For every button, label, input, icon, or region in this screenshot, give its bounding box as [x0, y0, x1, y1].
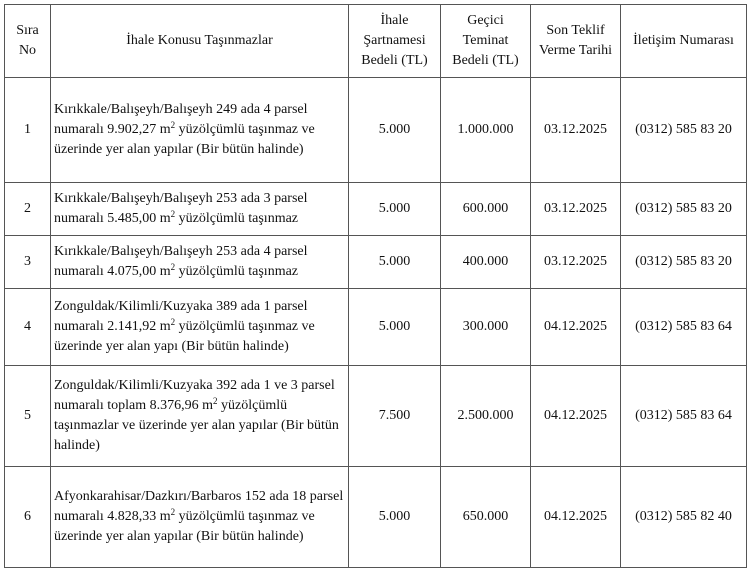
cell-deadline: 03.12.2025 [531, 78, 621, 183]
cell-deadline: 04.12.2025 [531, 289, 621, 366]
cell-subject: Kırıkkale/Balışeyh/Balışeyh 253 ada 4 parsel numaralı 4.075,00 $m^2$ yüzölçümlü taşınmaz [51, 236, 349, 289]
superscript: 2 [170, 507, 176, 517]
cell-deadline: 03.12.2025 [531, 183, 621, 236]
header-row [5, 5, 747, 78]
cell-no: 1 [5, 78, 51, 183]
superscript: 2 [170, 209, 176, 219]
cell-no: 4 [5, 289, 51, 366]
superscript: 2 [213, 396, 218, 406]
superscript: 2 [170, 317, 176, 327]
cell-no: 3 [5, 236, 51, 289]
cell-deposit: 650.000 [441, 467, 531, 568]
cell-deadline: 03.12.2025 [531, 236, 621, 289]
header-subject: İhale Konusu Taşınmazlar [51, 5, 349, 78]
cell-deadline: 04.12.2025 [531, 467, 621, 568]
superscript: 2 [170, 120, 176, 130]
tender-table [4, 4, 747, 568]
cell-contact: (0312) 585 83 20 [621, 183, 747, 236]
header-contact: İletişim Numarası [621, 5, 747, 78]
header-no: Sıra No [5, 5, 51, 78]
cell-spec-fee: 5.000 [349, 467, 441, 568]
cell-contact: (0312) 585 83 64 [621, 289, 747, 366]
cell-subject: Afyonkarahisar/Dazkırı/Barbaros 152 ada 18 parsel numaralı 4.828,33 $m^2$ yüzölçümlü taşınmaz ve üzerinde yer alan yapılar (Bir bütün halinde) [51, 467, 349, 568]
header-spec-fee: İhale Şartnamesi Bedeli (TL) [349, 5, 441, 78]
cell-spec-fee: 5.000 [349, 236, 441, 289]
cell-no: 2 [5, 183, 51, 236]
cell-no: 6 [5, 467, 51, 568]
cell-spec-fee: 5.000 [349, 78, 441, 183]
cell-deposit: 600.000 [441, 183, 531, 236]
cell-subject: Kırıkkale/Balışeyh/Balışeyh 249 ada 4 parsel numaralı 9.902,27 $m^2$ yüzölçümlü taşınmaz ve üzerinde yer alan yapılar (Bir bütün halinde) [51, 78, 349, 183]
cell-subject: Kırıkkale/Balışeyh/Balışeyh 253 ada 3 parsel numaralı 5.485,00 $m^2$ yüzölçümlü taşınmaz [51, 183, 349, 236]
cell-deposit: 1.000.000 [441, 78, 531, 183]
cell-spec-fee: 5.000 [349, 289, 441, 366]
table-row [5, 467, 747, 568]
cell-spec-fee: 5.000 [349, 183, 441, 236]
header-deadline: Son Teklif Verme Tarihi [531, 5, 621, 78]
table-row [5, 78, 747, 183]
cell-no: 5 [5, 366, 51, 467]
table-row [5, 183, 747, 236]
cell-subject: Zonguldak/Kilimli/Kuzyaka 392 ada 1 ve 3 parsel numaralı toplam 8.376,96 $m^2$ yüzölçümlü taşınmazlar ve üzerinde yer alan yapılar (Bir bütün halinde) [51, 366, 349, 467]
cell-contact: (0312) 585 83 20 [621, 236, 747, 289]
table-row [5, 366, 747, 467]
cell-subject: Zonguldak/Kilimli/Kuzyaka 389 ada 1 parsel numaralı 2.141,92 $m^2$ yüzölçümlü taşınmaz ve üzerinde yer alan yapı (Bir bütün halinde) [51, 289, 349, 366]
cell-deposit: 400.000 [441, 236, 531, 289]
cell-contact: (0312) 585 83 20 [621, 78, 747, 183]
cell-contact: (0312) 585 83 64 [621, 366, 747, 467]
cell-contact: (0312) 585 82 40 [621, 467, 747, 568]
cell-deposit: 2.500.000 [441, 366, 531, 467]
table-row [5, 236, 747, 289]
cell-deadline: 04.12.2025 [531, 366, 621, 467]
cell-spec-fee: 7.500 [349, 366, 441, 467]
cell-deposit: 300.000 [441, 289, 531, 366]
header-deposit: Geçici Teminat Bedeli (TL) [441, 5, 531, 78]
table-row [5, 289, 747, 366]
superscript: 2 [170, 262, 176, 272]
